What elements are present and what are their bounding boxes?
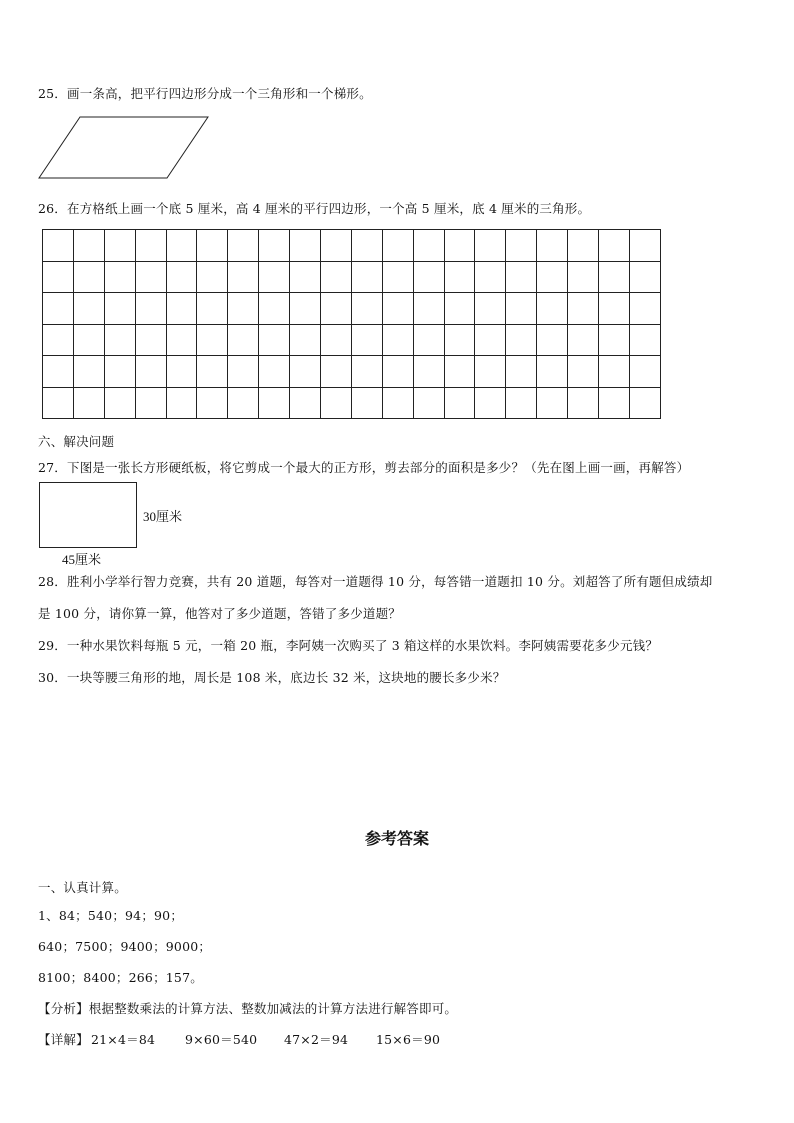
- grid-cell: [197, 387, 228, 419]
- grid-cell: [290, 324, 321, 356]
- grid-cell: [321, 293, 352, 325]
- parallelogram-figure: [38, 116, 210, 180]
- grid-cell: [599, 387, 630, 419]
- answers-analysis: 【分析】根据整数乘法的计算方法、整数加减法的计算方法进行解答即可。: [38, 1001, 458, 1016]
- grid-cell: [43, 261, 74, 293]
- question-28-line-1: 28．胜利小学举行智力竞赛，共有 20 道题，每答对一道题得 10 分，每答错一道题扣 10 分。刘超答了所有题但成绩却: [38, 574, 713, 589]
- grid-cell: [413, 293, 444, 325]
- grid-cell: [73, 387, 104, 419]
- grid-cell: [599, 293, 630, 325]
- grid-cell: [351, 230, 382, 262]
- grid-cell: [43, 230, 74, 262]
- grid-cell: [290, 387, 321, 419]
- answers-line-3: 8100；8400；266；157。: [38, 970, 203, 985]
- grid-cell: [104, 387, 135, 419]
- grid-cell: [629, 261, 660, 293]
- grid-cell: [135, 261, 166, 293]
- grid-cell: [413, 261, 444, 293]
- grid-cell: [321, 356, 352, 388]
- grid-cell: [135, 387, 166, 419]
- grid-row: [43, 261, 661, 293]
- grid-cell: [444, 387, 475, 419]
- answers-line-1: 1、84；540；94；90；: [38, 908, 184, 923]
- grid-cell: [351, 387, 382, 419]
- grid-cell: [629, 230, 660, 262]
- grid-cell: [228, 324, 259, 356]
- grid-cell: [104, 230, 135, 262]
- grid-cell: [166, 324, 197, 356]
- grid-cell: [166, 261, 197, 293]
- grid-paper: [42, 229, 661, 419]
- grid-cell: [104, 324, 135, 356]
- grid-cell: [197, 293, 228, 325]
- grid-cell: [599, 324, 630, 356]
- grid-cell: [382, 261, 413, 293]
- detail-item-1: 21×4＝84: [91, 1032, 156, 1047]
- question-26: 26．在方格纸上画一个底 5 厘米，高 4 厘米的平行四边形，一个高 5 厘米，底 4 厘米的三角形。: [38, 201, 591, 216]
- grid-cell: [166, 387, 197, 419]
- grid-cell: [537, 356, 568, 388]
- grid-cell: [135, 324, 166, 356]
- grid-cell: [506, 261, 537, 293]
- grid-row: [43, 230, 661, 262]
- grid-cell: [599, 356, 630, 388]
- grid-cell: [135, 230, 166, 262]
- question-30: 30．一块等腰三角形的地，周长是 108 米，底边长 32 米，这块地的腰长多少米？: [38, 670, 506, 685]
- grid-cell: [568, 324, 599, 356]
- grid-cell: [413, 230, 444, 262]
- grid-cell: [73, 230, 104, 262]
- grid-cell: [413, 387, 444, 419]
- answers-detail-label: 【详解】: [38, 1032, 89, 1047]
- detail-item-2: 9×60＝540: [185, 1032, 258, 1047]
- grid-cell: [135, 356, 166, 388]
- grid-row: [43, 324, 661, 356]
- question-29: 29．一种水果饮料每瓶 5 元，一箱 20 瓶，李阿姨一次购买了 3 箱这样的水果饮料。李阿姨需要花多少元钱？: [38, 638, 659, 653]
- grid-cell: [259, 356, 290, 388]
- grid-cell: [537, 387, 568, 419]
- grid-cell: [629, 324, 660, 356]
- grid-row: [43, 356, 661, 388]
- grid-cell: [290, 261, 321, 293]
- grid-cell: [475, 324, 506, 356]
- grid-cell: [444, 324, 475, 356]
- grid-cell: [537, 230, 568, 262]
- grid-cell: [444, 230, 475, 262]
- grid-cell: [351, 324, 382, 356]
- grid-cell: [382, 230, 413, 262]
- grid-row: [43, 387, 661, 419]
- grid-cell: [413, 356, 444, 388]
- grid-cell: [166, 293, 197, 325]
- grid-cell: [444, 356, 475, 388]
- grid-cell: [506, 387, 537, 419]
- grid-cell: [166, 230, 197, 262]
- grid-cell: [568, 356, 599, 388]
- grid-cell: [228, 356, 259, 388]
- grid-cell: [259, 230, 290, 262]
- answers-section-1: 一、认真计算。: [38, 880, 127, 895]
- grid-cell: [599, 230, 630, 262]
- grid-cell: [259, 293, 290, 325]
- grid-cell: [321, 230, 352, 262]
- grid-cell: [104, 356, 135, 388]
- grid-cell: [537, 261, 568, 293]
- grid-cell: [228, 387, 259, 419]
- grid-cell: [537, 324, 568, 356]
- grid-cell: [444, 293, 475, 325]
- grid-cell: [382, 293, 413, 325]
- grid-cell: [475, 261, 506, 293]
- grid-cell: [475, 230, 506, 262]
- grid-cell: [197, 356, 228, 388]
- grid-cell: [197, 230, 228, 262]
- grid-cell: [629, 356, 660, 388]
- grid-cell: [104, 293, 135, 325]
- grid-cell: [135, 293, 166, 325]
- grid-cell: [382, 356, 413, 388]
- section-6-title: 六、解决问题: [38, 434, 115, 449]
- grid-cell: [537, 293, 568, 325]
- grid-cell: [568, 261, 599, 293]
- question-27: 27．下图是一张长方形硬纸板，将它剪成一个最大的正方形，剪去部分的面积是多少？（先在图上画一画，再解答）: [38, 460, 690, 475]
- grid-cell: [506, 230, 537, 262]
- grid-cell: [43, 387, 74, 419]
- answers-line-2: 640；7500；9400；9000；: [38, 939, 212, 954]
- grid-cell: [259, 387, 290, 419]
- grid-cell: [73, 324, 104, 356]
- width-label: 45厘米: [62, 552, 102, 567]
- grid-cell: [290, 356, 321, 388]
- grid-cell: [382, 387, 413, 419]
- grid-cell: [475, 293, 506, 325]
- grid-cell: [43, 356, 74, 388]
- grid-cell: [506, 324, 537, 356]
- grid-cell: [290, 230, 321, 262]
- grid-cell: [228, 293, 259, 325]
- grid-cell: [321, 261, 352, 293]
- grid-cell: [259, 261, 290, 293]
- grid-cell: [197, 324, 228, 356]
- grid-cell: [568, 387, 599, 419]
- grid-cell: [568, 230, 599, 262]
- grid-cell: [413, 324, 444, 356]
- grid-cell: [506, 293, 537, 325]
- grid-cell: [228, 230, 259, 262]
- grid-cell: [104, 261, 135, 293]
- grid-cell: [506, 356, 537, 388]
- grid-cell: [228, 261, 259, 293]
- grid-cell: [321, 387, 352, 419]
- question-28-line-2: 是 100 分，请你算一算，他答对了多少道题，答错了多少道题？: [38, 606, 402, 621]
- grid-cell: [73, 261, 104, 293]
- grid-cell: [197, 261, 228, 293]
- grid-cell: [73, 356, 104, 388]
- grid-cell: [166, 356, 197, 388]
- detail-item-3: 47×2＝94: [284, 1032, 349, 1047]
- grid-cell: [43, 324, 74, 356]
- grid-cell: [259, 324, 290, 356]
- grid-cell: [351, 356, 382, 388]
- grid-cell: [351, 261, 382, 293]
- question-25: 25．画一条高，把平行四边形分成一个三角形和一个梯形。: [38, 86, 372, 101]
- grid-cell: [382, 324, 413, 356]
- grid-cell: [444, 261, 475, 293]
- grid-cell: [475, 387, 506, 419]
- grid-cell: [629, 293, 660, 325]
- grid-cell: [629, 387, 660, 419]
- answers-title: 参考答案: [364, 829, 429, 848]
- grid-cell: [351, 293, 382, 325]
- grid-cell: [43, 293, 74, 325]
- detail-item-4: 15×6＝90: [376, 1032, 441, 1047]
- grid-cell: [568, 293, 599, 325]
- cardboard-rectangle: [39, 482, 137, 548]
- grid-cell: [290, 293, 321, 325]
- grid-cell: [73, 293, 104, 325]
- height-label: 30厘米: [143, 509, 183, 524]
- grid-cell: [475, 356, 506, 388]
- grid-cell: [321, 324, 352, 356]
- grid-cell: [599, 261, 630, 293]
- grid-row: [43, 293, 661, 325]
